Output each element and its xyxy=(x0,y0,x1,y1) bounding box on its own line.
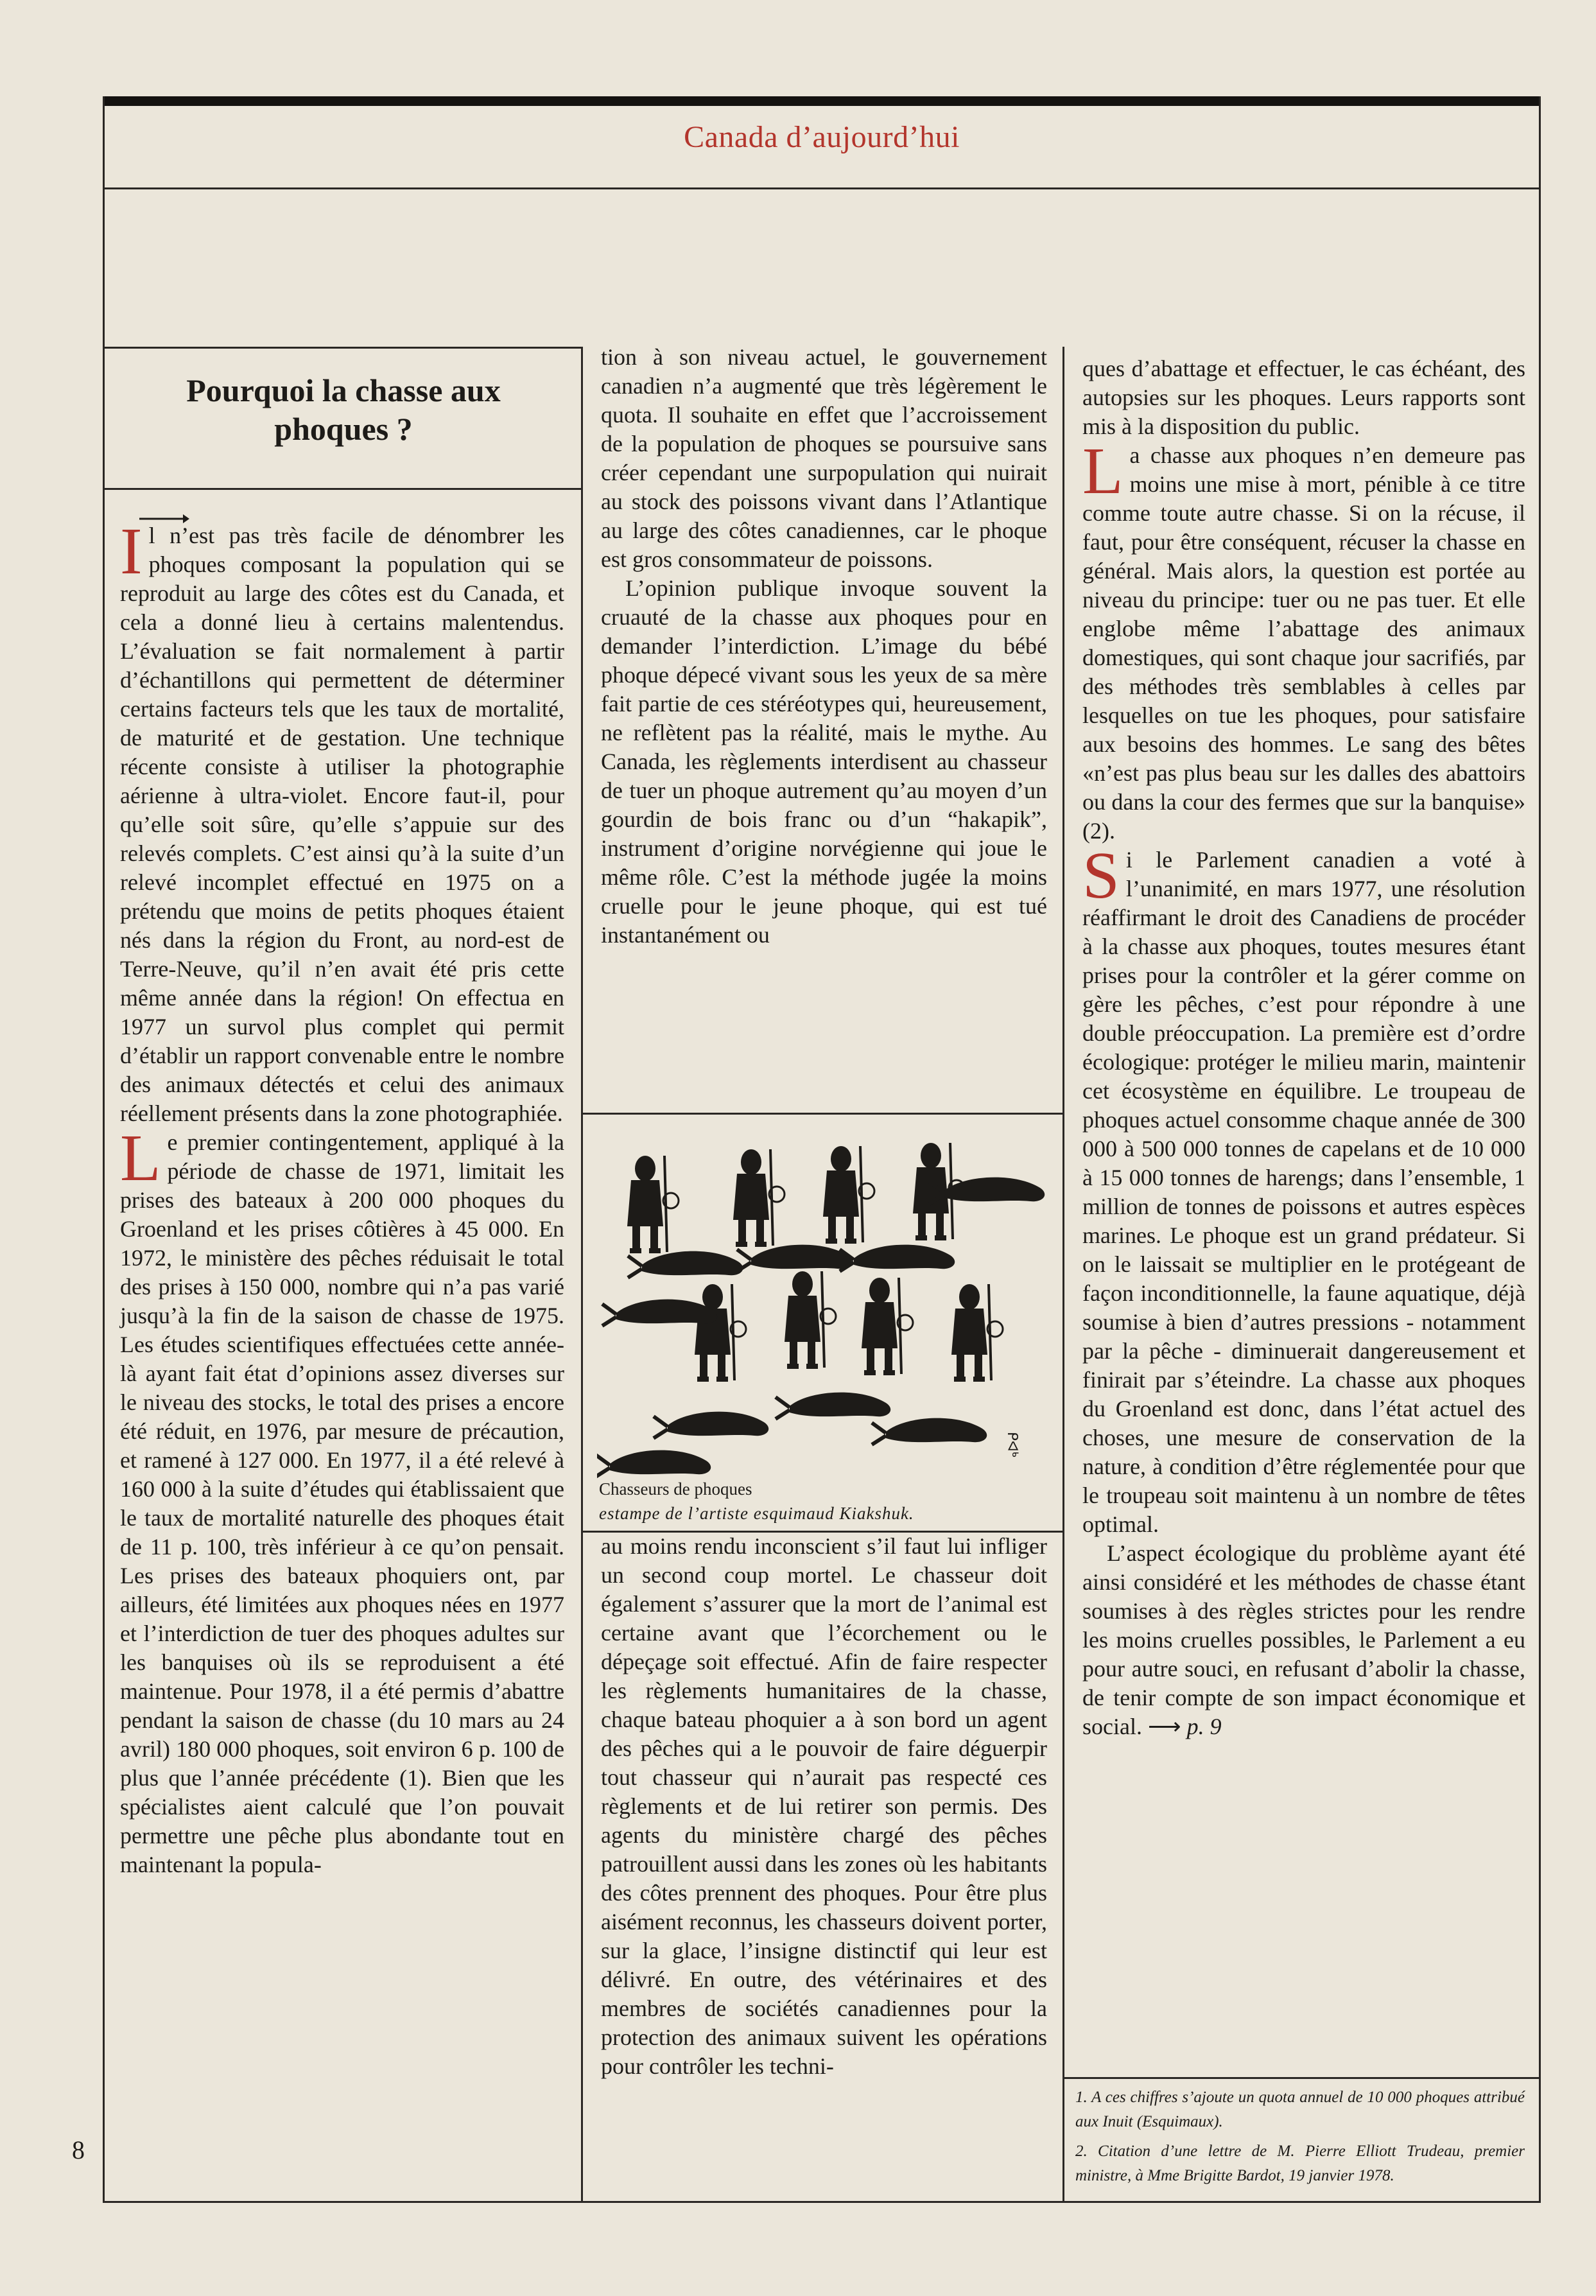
frame-left-rule xyxy=(103,96,105,2202)
footnote: 2. Citation d’une lettre de M. Pierre Elliott Trudeau, premier ministre, à Mme Brigitte Bardot, 19 janvier 1978. xyxy=(1075,2143,1525,2184)
paragraph-text: e premier contingentement, appliqué à la période de chasse de 1971, limitait les prises des bateaux à 200 000 phoques du Groenland et les prises côtières à 45 000. En 1972, le ministère des pêches réduisait le total des prises à 150 000, nombre qui n’a pas varié jusqu’à la fin de la saison de chasse de 1975. Les études scientifiques effectuées cette année-là ayant fait état d’opinions assez diverses sur le niveau des stocks, le total des prises a encore été réduit, en 1976, par mesure de précaution, et ramené à 127 000. En 1977, il a été relevé à 160 000 à la suite d’études qui établissaient que le taux de mortalité naturelle des phoques était de 11 p. 100, très inférieur à ce qu’on pensait. Les prises des bateaux phoquiers ont, par ailleurs, été limitées aux phoques nées en 1977 et l’interdiction de tuer des phoques adultes sur les banquises où ils se reproduisent a été maintenue. Pour 1978, il a été permis d’abattre pendant la saison de chasse (du 10 mars au 24 avril) 180 000 phoques, soit environ 6 p. 100 de plus que l’année précédente (1). Bien que les spécialistes aient calculé que l’on pouvait permettre une pêche plus abondante tout en maintenant la popula- xyxy=(120,1129,564,1877)
drop-cap: L xyxy=(120,1121,161,1195)
paragraph: L’opinion publique invoque souvent la cruauté de la chasse aux phoques pour en demander l’interdiction. L’image du bébé phoque dépecé vivant sous les yeux de sa mère fait partie de ces stéréotypes qui, heureusement, ne reflètent pas la réalité, mais le mythe. Au Canada, les règlements interdisent au chasseur de tuer un phoque autrement qu’au moyen d’un gourdin de bois franc ou d’un “hakapik”, instrument d’origine norvégienne qui joue le même rôle. C’est la méthode jugée la moins cruelle pour le jeune phoque, qui est tué instantanément ou xyxy=(601,575,1047,948)
column-2-bottom xyxy=(601,1532,1047,2081)
paragraph xyxy=(120,1121,564,1879)
page-number: 8 xyxy=(72,2135,85,2164)
frame-bottom-rule xyxy=(103,2201,1541,2203)
figure-top-rule xyxy=(582,1113,1063,1115)
frame-right-rule xyxy=(1539,96,1541,2202)
paragraph xyxy=(1082,434,1525,846)
paragraph xyxy=(1082,1539,1525,1741)
column-1 xyxy=(120,514,564,1879)
footnotes xyxy=(1075,2085,1525,2193)
continued-arrow-icon: ⟶ xyxy=(1147,1714,1181,1739)
figure-caption xyxy=(599,1477,1055,1526)
paragraph-text: i le Parlement canadien a voté à l’unanimité, en mars 1977, une résolution réaffirmant le droit des Canadiens de procéder à la chasse aux phoques, toutes mesures étant prises pour la contrôler et la gérer comme on gère les pêches, c’est pour répondre à une double préoccupation. La première est d’ordre écologique: protéger le milieu marin, maintenir cet écosystème en équilibre. Le troupeau de phoques actuel consomme chaque année de 300 000 à 500 000 tonnes de capelans et de 10 000 à 15 000 tonnes de harengs; dans l’ensemble, 1 million de tonnes de poissons et autres espèces marines. Le phoque est un grand prédateur. Si on le laissait se multiplier en le protégeant de façon inconditionnelle, la faune aquatique, déjà soumise à bien d’autres pressions - notamment par la pêche - diminuerait dangereusement et finirait par s’éteindre. La chasse aux phoques du Groenland est donc, dans l’état actuel des choses, une mesure de conservation de la nature, à condition d’être réglementée pour que le troupeau soit maintenu à un nombre de têtes optimal. xyxy=(1082,847,1525,1537)
paragraph-text: l n’est pas très facile de dénombrer les phoques composant la population qui se reproduit au large des côtes est du Canada, et cela a donné lieu à certains malentendus. L’évaluation se fait normalement à partir d’échantillons qui permettent de déterminer certains facteurs tels que les taux de mortalité, de maturité et de gestation. Une technique récente consiste à utiliser la photographie aérienne à ultra-violet. Encore faut-il, pour qu’elle soit sûre, qu’elle s’appuie sur des relevés complets. C’est ainsi qu’à la suite d’un relevé incomplet effectué en 1975 on a prétendu que moins de petits phoques étaient nés dans la région du Front, au nord-est de Terre-Neuve, qu’il n’en avait été pris cette même année dans la région! On effectua en 1977 un survol plus complet qui permit d’établir un rapport convenable entre le nombre des animaux détectés et celui des animaux réellement présents dans la zone photographiée. xyxy=(120,523,564,1126)
continued-page-ref: p. 9 xyxy=(1186,1714,1222,1739)
header-rule xyxy=(103,187,1541,189)
footnote-rule xyxy=(1064,2077,1540,2079)
paragraph: au moins rendu inconscient s’il faut lui infliger un second coup mortel. Le chasseur doit également s’assurer que la mort de l’animal est certaine avant que l’écorchement ou le dépeçage soit effectué. Afin de faire respecter les règlements humanitaires de la chasse, chaque bateau phoquier a à son bord un agent des pêches qui a le pouvoir de faire déguerpir tout chasseur qui n’aurait pas respecté ces règlements et de lui retirer son permis. Des agents du ministère chargé des pêches patrouillent aussi dans les zones où les habitants des côtes prennent des phoques. Pour être plus aisément reconnus, les chasseurs doivent porter, sur la glace, l’insigne distinctif qui leur est délivré. En outre, des vétérinaires et des membres de sociétés canadiennes pour la protection des animaux suivent les opérations pour contrôler les techni- xyxy=(601,1533,1047,2079)
column-rule-1 xyxy=(581,347,583,2202)
paragraph: ques d’abattage et effectuer, le cas échéant, des autopsies sur les phoques. Leurs rapports sont mis à la disposition du public. xyxy=(1082,356,1525,439)
running-header: Canada d’aujourd’hui xyxy=(684,120,960,154)
drop-cap: S xyxy=(1082,839,1120,912)
top-thick-rule xyxy=(103,96,1541,106)
artist-signature: ᑭᐊᒃ xyxy=(1004,1432,1020,1457)
drop-cap: I xyxy=(120,514,143,588)
article-title: Pourquoi la chasse aux phoques ? xyxy=(186,372,501,447)
paragraph-text: a chasse aux phoques n’en demeure pas moins une mise à mort, pénible à ce titre comme toute autre chasse. Si on la récuse, il faut, pour être conséquent, récuser la chasse en général. Mais alors, la question est portée au niveau du principe: tuer ou ne pas tuer. Et elle englobe même l’abattage des animaux domestiques, qui sont chaque jour sacrifiés, par des méthodes très semblables à celles par lesquelles on tue les phoques, pour satisfaire aux besoins des hommes. Le sang des bêtes «n’est pas plus beau sur les dalles des abattoirs ou dans la cour des fermes que sur la banquise» (2). xyxy=(1082,442,1525,844)
footnote: 1. A ces chiffres s’ajoute un quota annuel de 10 000 phoques attribué aux Inuit (Esquimaux). xyxy=(1075,2089,1525,2130)
column-3 xyxy=(1082,354,1525,1741)
drop-cap: L xyxy=(1082,434,1123,508)
column-2-top xyxy=(601,343,1047,950)
paragraph xyxy=(1082,839,1525,1539)
paragraph xyxy=(120,514,564,1128)
inuit-print-illustration xyxy=(597,1130,1046,1490)
paragraph: tion à son niveau actuel, le gouvernement canadien n’a augmenté que très légèrement le quota. Il souhaite en effet que l’accroissement de la population de phoques se poursuive sans créer cependant une surpopulation qui nuirait au stock des poissons vivant dans l’Atlantique au large des côtes canadiennes, car le phoque est gros consommateur de poissons. xyxy=(601,344,1047,572)
caption-title: Chasseurs de phoques xyxy=(599,1479,752,1499)
paragraph-text: L’aspect écologique du problème ayant été ainsi considéré et les méthodes de chasse étant soumises à des règles strictes pour les rendre les moins cruelles possibles, le Parlement a eu pour autre souci, en refusant d’abolir la chasse, de tenir compte de son impact économique et social. xyxy=(1082,1540,1525,1739)
column-rule-2 xyxy=(1063,347,1064,2202)
caption-subtitle: estampe de l’artiste esquimaud Kiakshuk. xyxy=(599,1504,914,1523)
title-box-top-rule xyxy=(103,347,582,349)
title-box-bottom-rule xyxy=(103,488,582,490)
